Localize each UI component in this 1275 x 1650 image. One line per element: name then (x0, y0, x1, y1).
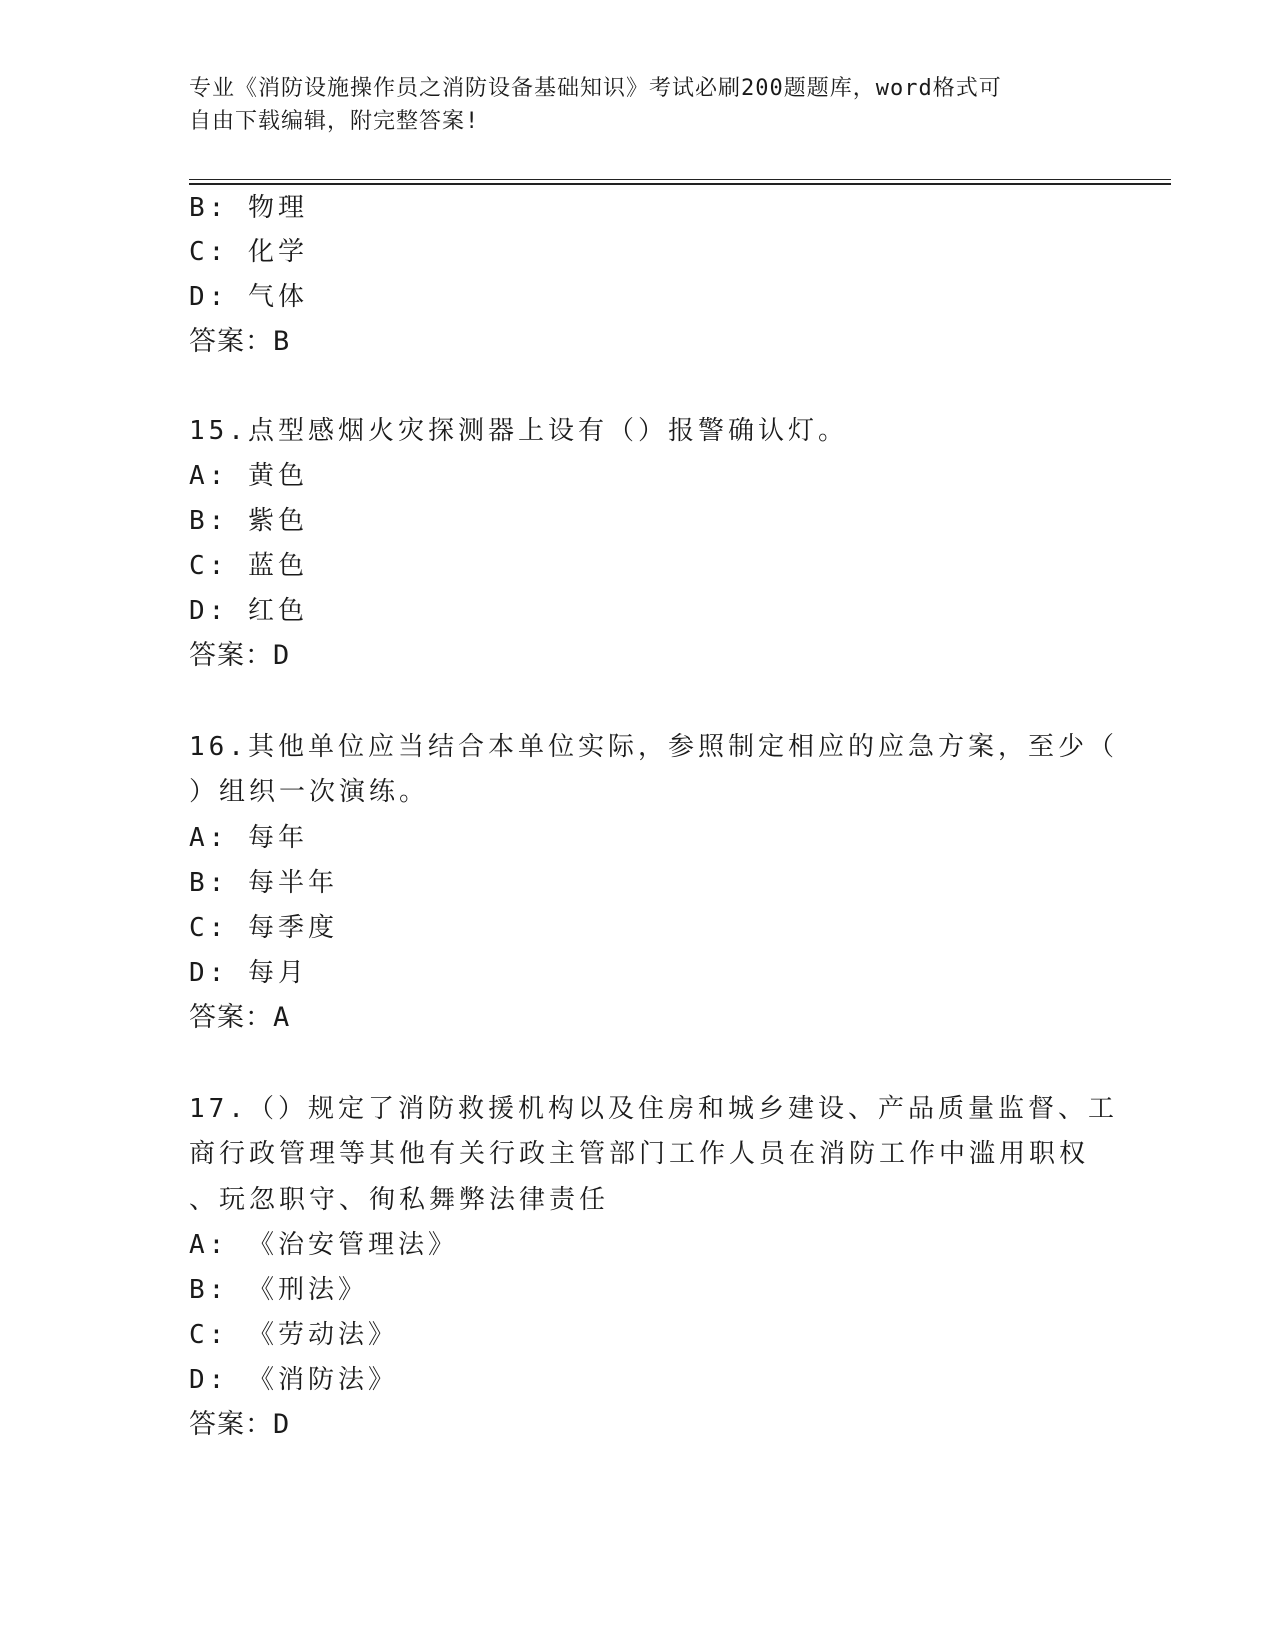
header-divider-thick (189, 183, 1171, 185)
q16-option-d: D: 每月 (189, 958, 308, 988)
q17-option-a: A: 《治安管理法》 (189, 1230, 458, 1260)
header-divider-thin (189, 179, 1171, 180)
q15-option-c: C: 蓝色 (189, 551, 308, 581)
q17-answer: 答案：D (189, 1409, 291, 1440)
q16-question-line-1: 16.其他单位应当结合本单位实际，参照制定相应的应急方案，至少（ (189, 732, 1118, 762)
q17-question-line-1: 17.（）规定了消防救援机构以及住房和城乡建设、产品质量监督、工 (189, 1094, 1118, 1124)
q16-option-c: C: 每季度 (189, 913, 338, 943)
header-line-1: 专业《消防设施操作员之消防设备基础知识》考试必刷200题题库，word格式可 (189, 76, 1002, 101)
q16-question-line-2: ）组织一次演练。 (189, 777, 430, 807)
q14-answer: 答案：B (189, 326, 291, 357)
q17-question-line-2: 商行政管理等其他有关行政主管部门工作人员在消防工作中滥用职权 (189, 1139, 1090, 1169)
q17-question-line-3: 、玩忽职守、徇私舞弊法律责任 (189, 1185, 610, 1215)
q17-option-d: D: 《消防法》 (189, 1365, 398, 1395)
q15-option-b: B: 紫色 (189, 506, 308, 536)
document-header (189, 72, 1089, 138)
q15-question: 15.点型感烟火灾探测器上设有（）报警确认灯。 (189, 416, 848, 446)
q14-option-b: B: 物理 (189, 193, 308, 223)
q17-option-c: C: 《劳动法》 (189, 1320, 398, 1350)
q17-option-b: B: 《刑法》 (189, 1275, 368, 1305)
q14-option-c: C: 化学 (189, 237, 308, 267)
q15-answer: 答案：D (189, 640, 291, 671)
q16-answer: 答案：A (189, 1002, 291, 1033)
header-line-2: 自由下载编辑，附完整答案! (189, 109, 480, 134)
q16-option-b: B: 每半年 (189, 868, 338, 898)
q15-option-a: A: 黄色 (189, 461, 308, 491)
q15-option-d: D: 红色 (189, 596, 308, 626)
q14-option-d: D: 气体 (189, 282, 308, 312)
q16-option-a: A: 每年 (189, 823, 308, 853)
